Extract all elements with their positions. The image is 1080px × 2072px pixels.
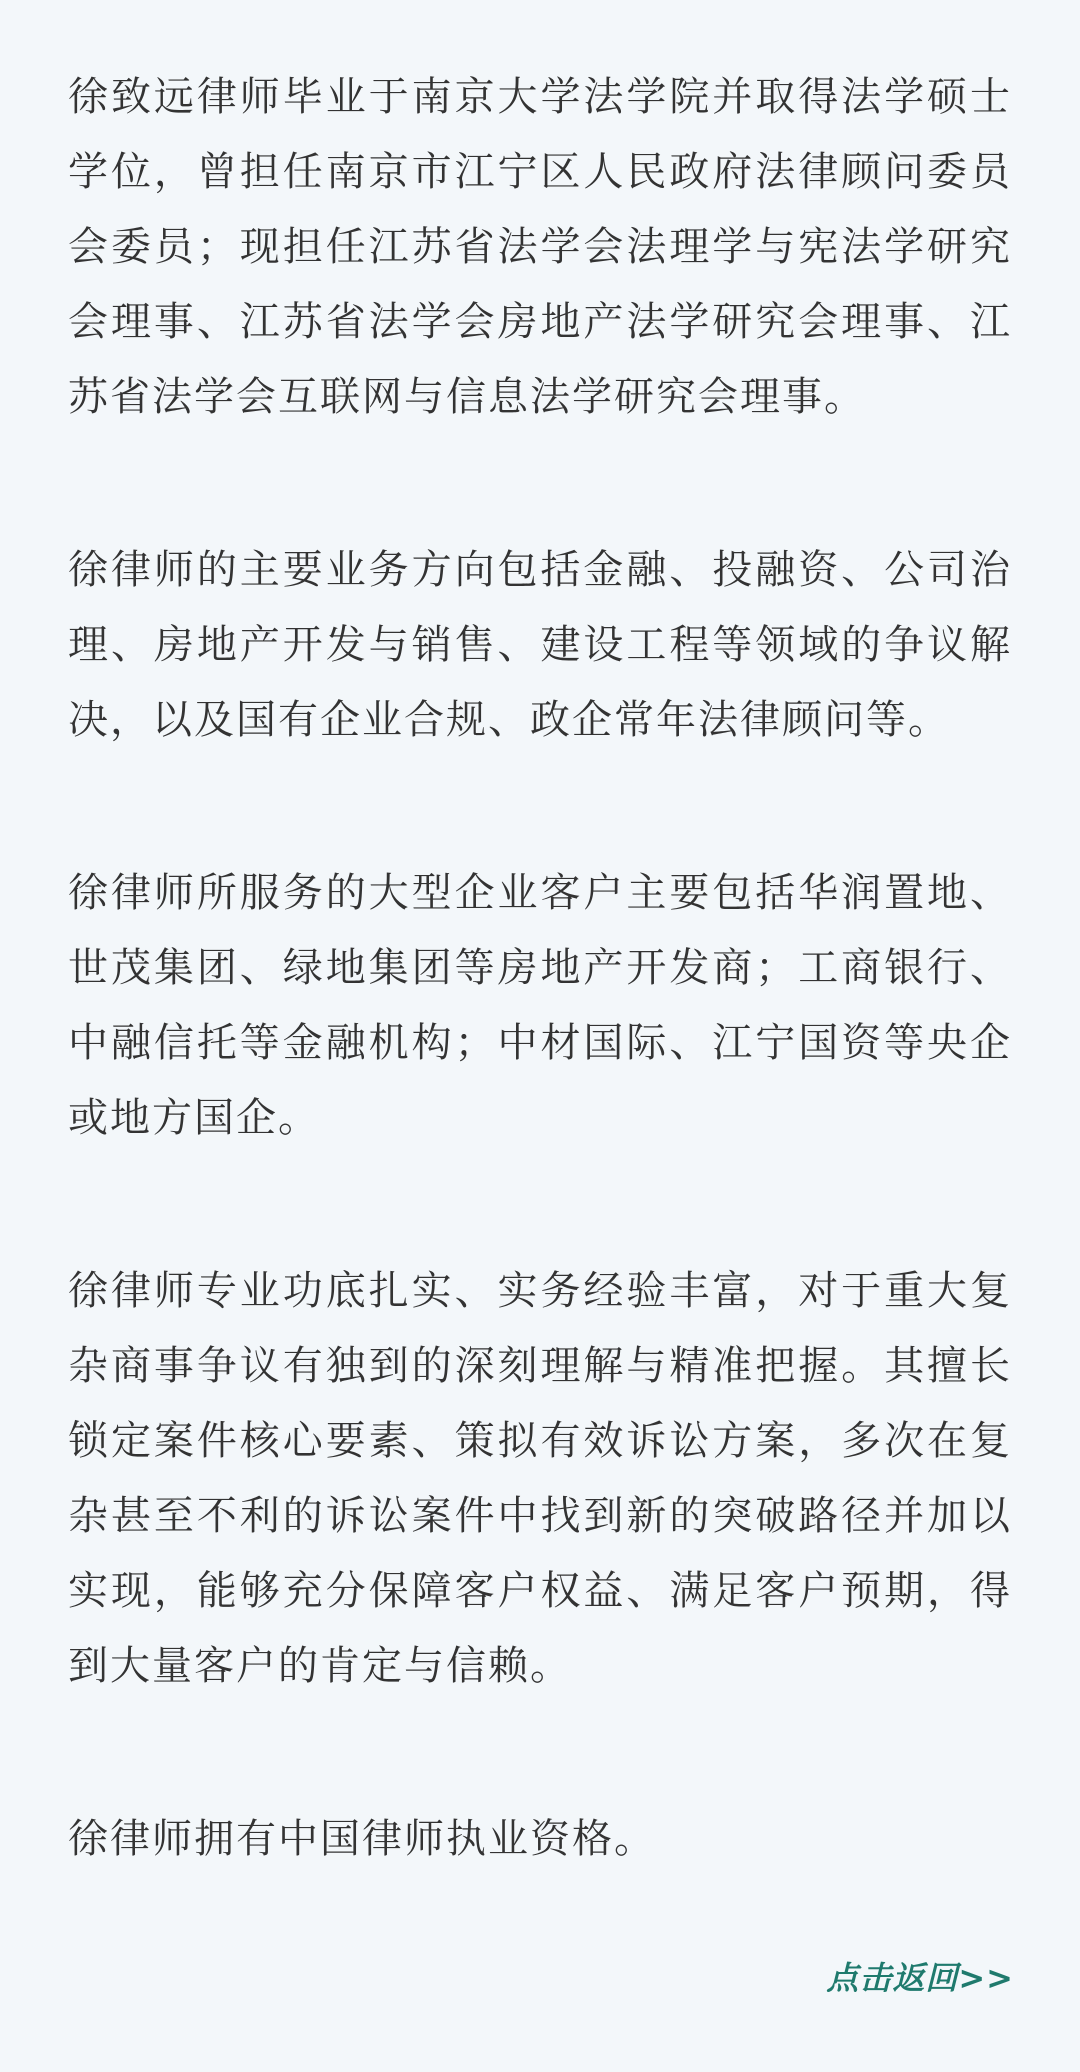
back-link[interactable]: 点击返回>> [826,1959,1014,1997]
bio-paragraph-practice-areas: 徐律师的主要业务方向包括金融、投融资、公司治理、房地产开发与销售、建设工程等领域的争议解决，以及国有企业合规、政企常年法律顾问等。 [68,547,1012,743]
bio-paragraph-clients: 徐律师所服务的大型企业客户主要包括华润置地、世茂集团、绿地集团等房地产开发商；工商银行、中融信托等金融机构；中材国际、江宁国资等央企或地方国企。 [68,870,1012,1141]
bio-paragraph-education: 徐致远律师毕业于南京大学法学院并取得法学硕士学位，曾担任南京市江宁区人民政府法律顾问委员会委员；现担任江苏省法学会法理学与宪法学研究会理事、江苏省法学会房地产法学研究会理事、江苏省法学会互联网与信息法学研究会理事。 [68,74,1012,420]
bio-paragraph-expertise: 徐律师专业功底扎实、实务经验丰富，对于重大复杂商事争议有独到的深刻理解与精准把握。其擅长锁定案件核心要素、策拟有效诉讼方案，多次在复杂甚至不利的诉讼案件中找到新的突破路径并加以实现，能够充分保障客户权益、满足客户预期，得到大量客户的肯定与信赖。 [68,1268,1012,1689]
bio-paragraph-qualification: 徐律师拥有中国律师执业资格。 [68,1816,656,1862]
